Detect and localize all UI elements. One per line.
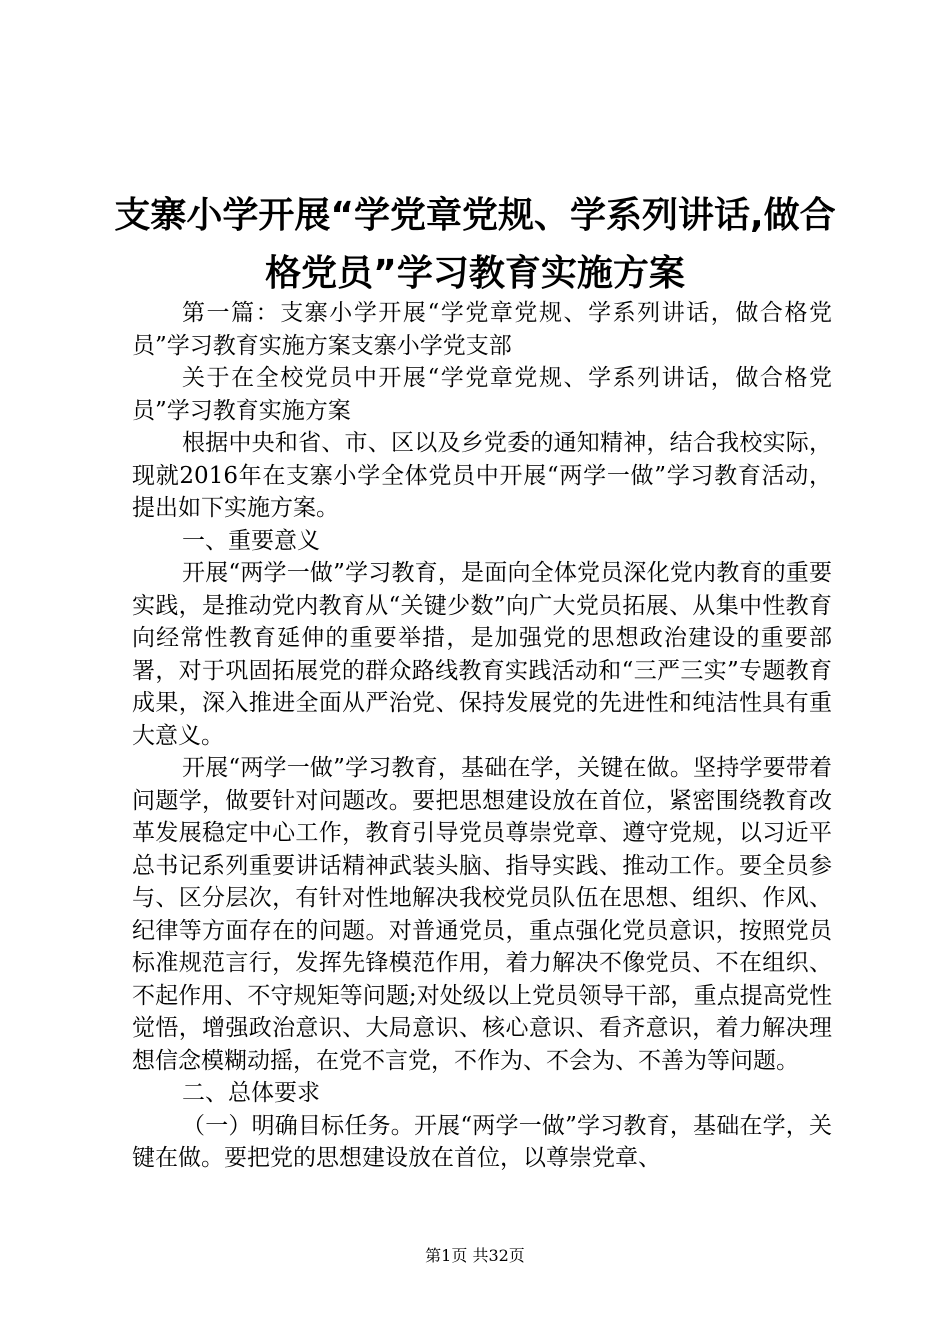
- paragraph: 第一篇：支寨小学开展“学党章党规、学系列讲话，做合格党员”学习教育实施方案支寨小学党支部: [132, 300, 832, 359]
- paragraph: 开展“两学一做”学习教育，是面向全体党员深化党内教育的重要实践，是推动党内教育从“关键少数”向广大党员拓展、从集中性教育向经常性教育延伸的重要举措，是加强党的思想政治建设的重要部署，对于巩固拓展党的群众路线教育实践活动和“三严三实”专题教育成果，深入推进全面从严治党、保持发展党的先进性和纯洁性具有重大意义。: [132, 560, 832, 749]
- document-body: [132, 297, 832, 1175]
- page-number: 第1页 共32页: [425, 1246, 525, 1265]
- paragraph: 根据中央和省、市、区以及乡党委的通知精神，结合我校实际，现就2016年在支寨小学全体党员中开展“两学一做”学习教育活动，提出如下实施方案。: [132, 430, 832, 521]
- document-title: 支寨小学开展“学党章党规、学系列讲话,做合格党员”学习教育实施方案: [114, 195, 836, 294]
- section-heading: 一、重要意义: [182, 527, 320, 554]
- paragraph: （一）明确目标任务。开展“两学一做”学习教育，基础在学，关键在做。要把党的思想建设放在首位，以尊崇党章、: [132, 1112, 832, 1171]
- paragraph: 开展“两学一做”学习教育，基础在学，关键在做。坚持学要带着问题学，做要针对问题改。要把思想建设放在首位，紧密围绕教育改革发展稳定中心工作，教育引导党员尊崇党章、遵守党规，以习近平总书记系列重要讲话精神武装头脑、指导实践、推动工作。要全员参与、区分层次，有针对性地解决我校党员队伍在思想、组织、作风、纪律等方面存在的问题。对普通党员，重点强化党员意识，按照党员标准规范言行，发挥先锋模范作用，着力解决不像党员、不在组织、不起作用、不守规矩等问题;对处级以上党员领导干部，重点提高党性觉悟，增强政治意识、大局意识、核心意识、看齐意识，着力解决理想信念模糊动摇，在党不言党，不作为、不会为、不善为等问题。: [132, 755, 832, 1074]
- paragraph: 关于在全校党员中开展“学党章党规、学系列讲话，做合格党员”学习教育实施方案: [132, 365, 832, 424]
- section-heading: 二、总体要求: [182, 1080, 320, 1106]
